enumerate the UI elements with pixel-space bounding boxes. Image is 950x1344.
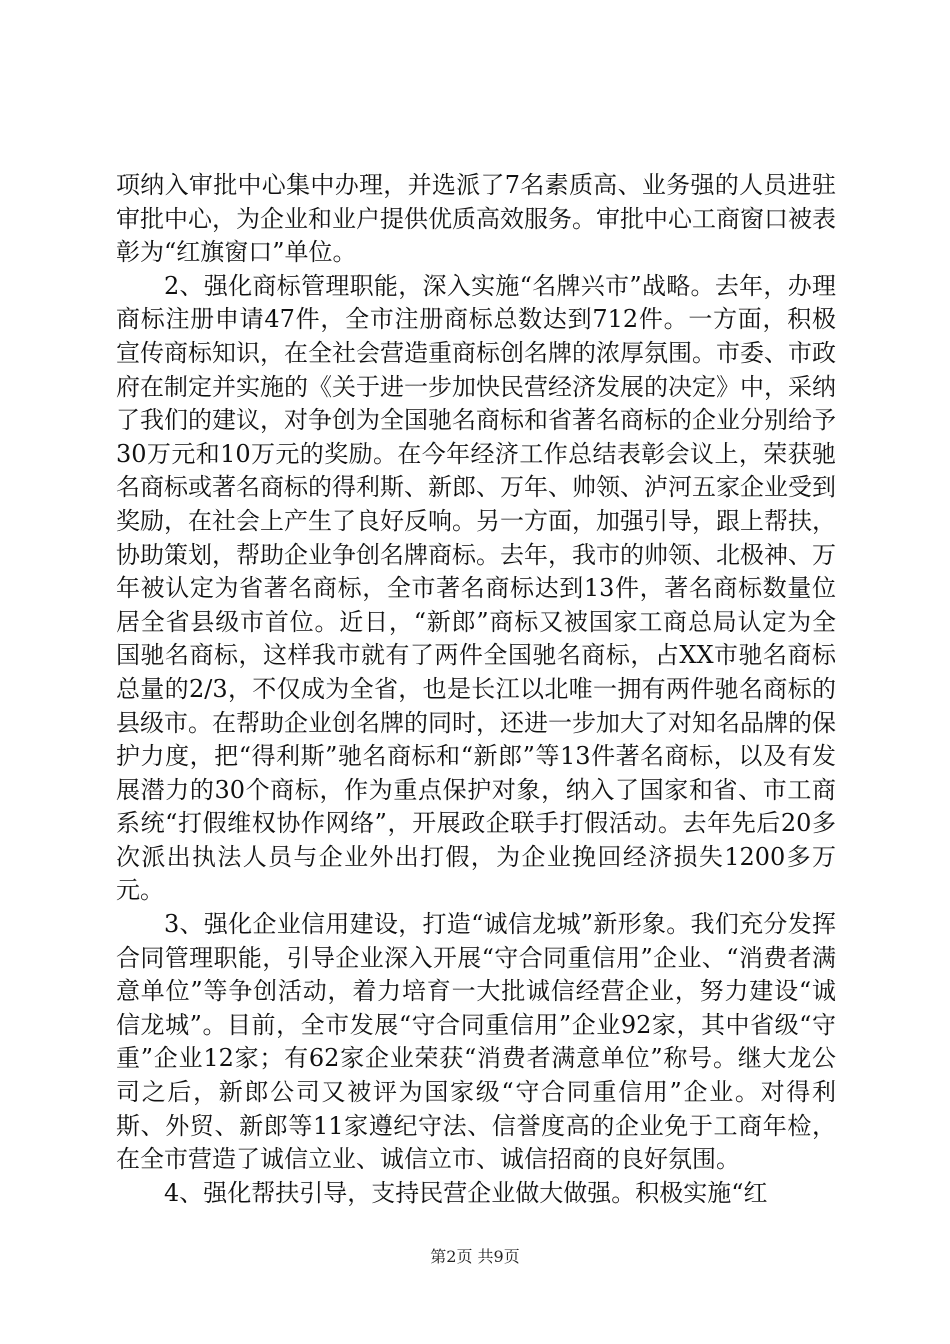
paragraph-trademark: 2、强化商标管理职能，深入实施“名牌兴市”战略。去年，办理商标注册申请47件，全市注册商标总数达到712件。一方面，积极宣传商标知识，在全社会营造重商标创名牌的浓厚氛围。市委、市政府在制定并实施的《关于进一步加快民营经济发展的决定》中，采纳了我们的建议，对争创为全国驰名商标和省著名商标的企业分别给予30万元和10万元的奖励。在今年经济工作总结表彰会议上，荣获驰名商标或著名商标的得利斯、新郎、万年、帅领、泸河五家企业受到奖励，在社会上产生了良好反响。另一方面，加强引导，跟上帮扶，协助策划，帮助企业争创名牌商标。去年，我市的帅领、北极神、万年被认定为省著名商标，全市著名商标达到13件，著名商标数量位居全省县级市首位。近日，“新郎”商标又被国家工商总局认定为全国驰名商标，这样我市就有了两件全国驰名商标，占XX市驰名商标总量的2/3，不仅成为全省，也是长江以北唯一拥有两件驰名商标的县级市。在帮助企业创名牌的同时，还进一步加大了对知名品牌的保护力度，把“得利斯”驰名商标和“新郎”等13件著名商标，以及有发展潜力的30个商标，作为重点保护对象，纳入了国家和省、市工商系统“打假维权协作网络”，开展政企联手打假活动。去年先后20多次派出执法人员与企业外出打假，为企业挽回经济损失1200多万元。 [116, 271, 836, 905]
paragraph-support: 4、强化帮扶引导，支持民营企业做大做强。积极实施“红 [164, 1178, 768, 1207]
paragraph-continuation: 项纳入审批中心集中办理，并选派了7名素质高、业务强的人员进驻审批中心，为企业和业户提供优质高效服务。审批中心工商窗口被表彰为“红旗窗口”单位。 [116, 171, 836, 267]
paragraph-credit: 3、强化企业信用建设，打造“诚信龙城”新形象。我们充分发挥合同管理职能，引导企业深入开展“守合同重信用”企业、“消费者满意单位”等争创活动，着力培育一大批诚信经营企业，努力建设“诚信龙城”。目前，全市发展“守合同重信用”企业92家，其中省级“守重”企业12家；有62家企业荣获“消费者满意单位”称号。继大龙公司之后，新郎公司又被评为国家级“守合同重信用”企业。对得利斯、外贸、新郎等11家遵纪守法、信誉度高的企业免于工商年检，在全市营造了诚信立业、诚信立市、诚信招商的良好氛围。 [116, 910, 836, 1174]
page-number-footer: 第2页 共9页 [430, 1247, 520, 1266]
body-text [116, 169, 836, 1210]
